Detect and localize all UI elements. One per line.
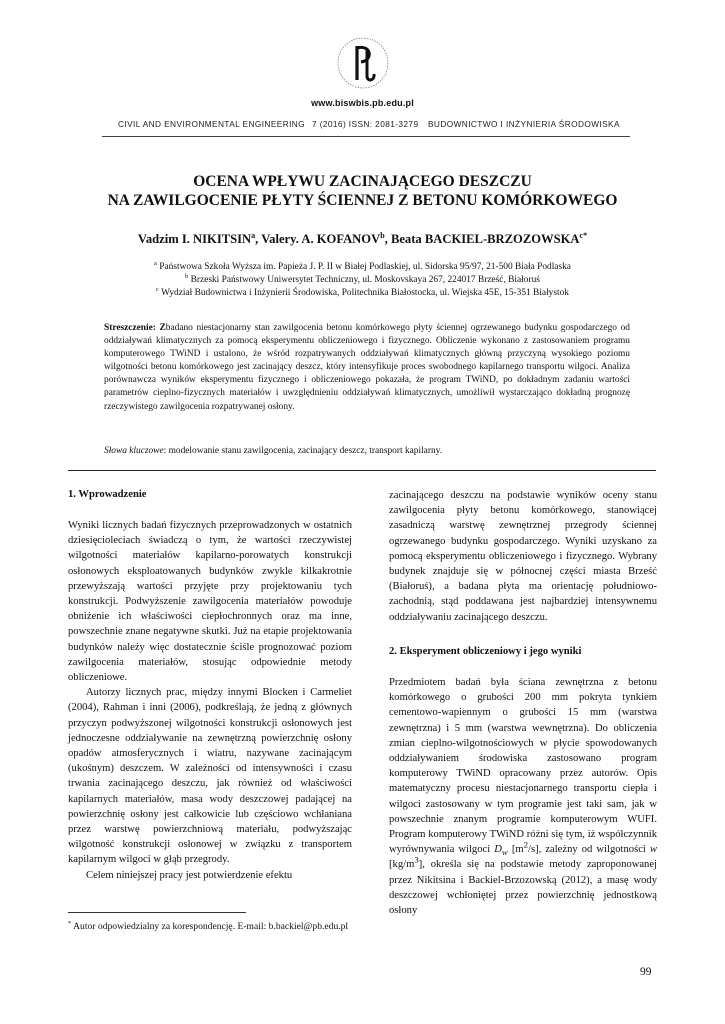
section-heading: 2. Eksperyment obliczeniowy i jego wyniki bbox=[389, 646, 582, 657]
affiliation: $^c$ Wydział Budownictwa i Inżynierii Środowiska, Politechnika Białostocka, ul. Wiejska 45E, 15-351 Białystok bbox=[155, 285, 569, 298]
journal-header bbox=[100, 119, 640, 133]
journal-name-pl: BUDOWNICTWO I INŻYNIERIA ŚRODOWISKA bbox=[428, 119, 620, 129]
footnote-rule bbox=[68, 912, 246, 913]
affiliation: $^b$ Brzeski Państwowy Uniwersytet Techniczny, ul. Moskovskaya 267, 224017 Brześć, Białoruś bbox=[185, 272, 540, 285]
right-column-bottom bbox=[389, 675, 657, 918]
affiliation: $^a$ Państwowa Szkoła Wyższa im. Papieża J. P. II w Białej Podlaskiej, ul. Sidorska 95/97, 21-500 Biała Podlaska bbox=[154, 259, 571, 272]
journal-url[interactable]: www.biswbis.pb.edu.pl bbox=[311, 98, 414, 108]
journal-name-en: CIVIL AND ENVIRONMENTAL ENGINEERING bbox=[118, 119, 306, 129]
university-logo bbox=[330, 30, 396, 96]
author-name: Valery. A. KOFANOV bbox=[261, 232, 381, 246]
right-column-top bbox=[389, 488, 657, 625]
paragraph: Celem niniejszej pracy jest potwierdzenie efektu bbox=[86, 869, 293, 881]
keywords: Słowa kluczowe: modelowanie stanu zawilgocenia, zacinający deszcz, transport kapilarny. bbox=[104, 446, 443, 456]
left-column bbox=[68, 518, 352, 883]
paragraph: Autorzy licznych prac, między innymi Blocken i Carmeliet (2004), Rahman i inni (2006), podkreślają, że jedną z głównych przyczyn podwyższonej wilgotności konstrukcji osłonowych jest jednoczesne oddziaływanie na zewnętrzną powierzchnię osłony opadów atmosferycznych i wiatru, nazywane zacinającym (ukośnym) deszczem. W zależności od intensywności i czasu trwania zacinającego deszczu, jak również od właściwości kapilarnych materiałów, masa wody deszczowej padającej na powierzchnię osłony jest całkowicie lub częściowo wchłaniana przez warstwę powierzchniową materiału, podwyższając wilgotność konstrukcji osłonowej w związku z transportem kapilarnym wilgoci w głąb przegrody. bbox=[68, 687, 352, 866]
section-heading: 1. Wprowadzenie bbox=[68, 489, 147, 500]
page-number: 99 bbox=[640, 966, 652, 978]
header-divider bbox=[102, 136, 630, 137]
paragraph: Przedmiotem badań była ściana zewnętrzna z betonu komórkowego o grubości 200 mm pokryta tynkiem cementowo-wapiennym o grubości 15 mm (warstwa zewnętrzna) i 5 mm (warstwa wewnętrzna). Do obliczenia zmian cieplno-wilgotnościowych w płycie spowodowanych oddziaływaniem środowiska zastosowano program komputerowy TWiND opracowany przez autorów. Opis matematyczny procesu niestacjonarnego transportu ciepła i wilgoci zastosowany w tym programie jest taki sam, jak w powszechnie znanym programie komputerowym WUFI. Program komputerowy TWiND różni się tym, iż współczynnik wyrównywania wilgoci $D_w$ $[m^2/s]$, zależny od wilgotności w $[kg/m^3]$, określa się na podstawie metody zaproponowanej przez Nikitsina i Backiel-Brzozowską (2012), a masę wody deszczowej wchłoniętej przez powierzchnię jednostkową osłony bbox=[389, 677, 657, 917]
paragraph: Wyniki licznych badań fizycznych przeprowadzonych w ostatnich dziesięcioleciach świadczą o tym, że wartości rzeczywistej wilgotności materiałów kapilarno-porowatych konstrukcji osłonowych eksploatowanych budynków zwykle kilkakrotnie przewyższają wartości przyjęte przy projektowaniu tych konstrukcji. Podwyższenie zawilgocenia materiałów powoduje obniżenie ich właściwości ciepłochronnych oraz ma inne, powszechnie znane negatywne skutki. Już na etapie projektowania budynków należy więc dostatecznie ściśle prognozować poziom zawilgocenia materiałów, stosując odpowiednie metody obliczeniowe. bbox=[68, 520, 352, 684]
author-list: Vadzim I. NIKITSIN$^a$, Valery. A. KOFANOV$^b$, Beata BACKIEL-$BRZOZOWSKA^{c*}$ bbox=[137, 230, 588, 246]
affiliations bbox=[60, 261, 665, 300]
author-name: Vadzim I. NIKITSIN bbox=[137, 232, 252, 246]
paper-title: OCENA WPŁYWU ZACINAJĄCEGO DESZCZU NA ZAWILGOCENIE PŁYTY ŚCIENNEJ Z BETONU KOMÓRKOWEGO bbox=[107, 173, 618, 209]
author-name: Beata BACKIEL-BRZOZOWSKA bbox=[390, 232, 580, 246]
abstract: Streszczenie: Zbadano niestacjonarny stan zawilgocenia betonu komórkowego płyty ściennej ogrzewanego budynku gospodarczego od oddziaływań klimatycznych za pomocą eksperymentu obliczeniowego i fizycznego. Obliczenie wykonano z zastosowaniem programu komputerowego TWiND i ustalono, że wśród rozpatrywanych oddziaływań klimatycznych główną przyczyną wysokiego poziomu wilgotności betonu komórkowego jest zacinający deszcz, który intensyfikuje proces swobodnego kapilarnego transportu wilgoci. Analiza porównawcza wyników eksperymentu fizycznego i obliczeniowego pokazała, że program TWiND, po dokładnym zadaniu wartości parametrów cieplno-fizycznych materiałów i uwzględnieniu oddziaływań klimatycznych, umożliwił wystarczająco dokładną prognozę rzeczywistego zawilgocenia rozpatrywanej osłony. bbox=[104, 323, 630, 412]
paragraph: zacinającego deszczu na podstawie wyników oceny stanu zawilgocenia płyty betonu komórkowego, stanowiącej zasadniczą warstwę zewnętrznej przegrody ściennej ogrzewanego budynku gospodarczego. Wyniki uzyskano za pomocą eksperymentu obliczeniowego i fizycznego. Wybrany budynek znajduje się w północnej części miasta Brześć (Białoruś), a badana płyta ma orientację południowo-zachodnią, stąd poddawana jest najbardziej intensywnemu oddziaływaniu zacinającego deszczu. bbox=[389, 490, 657, 623]
abstract-divider bbox=[68, 470, 656, 471]
journal-issue: 7 (2016) ISSN: 2081-3279 bbox=[312, 119, 419, 129]
footnote: * Autor odpowiedzialny za korespondencję. E-mail: b.backiel@pb.edu.pl bbox=[68, 919, 349, 932]
